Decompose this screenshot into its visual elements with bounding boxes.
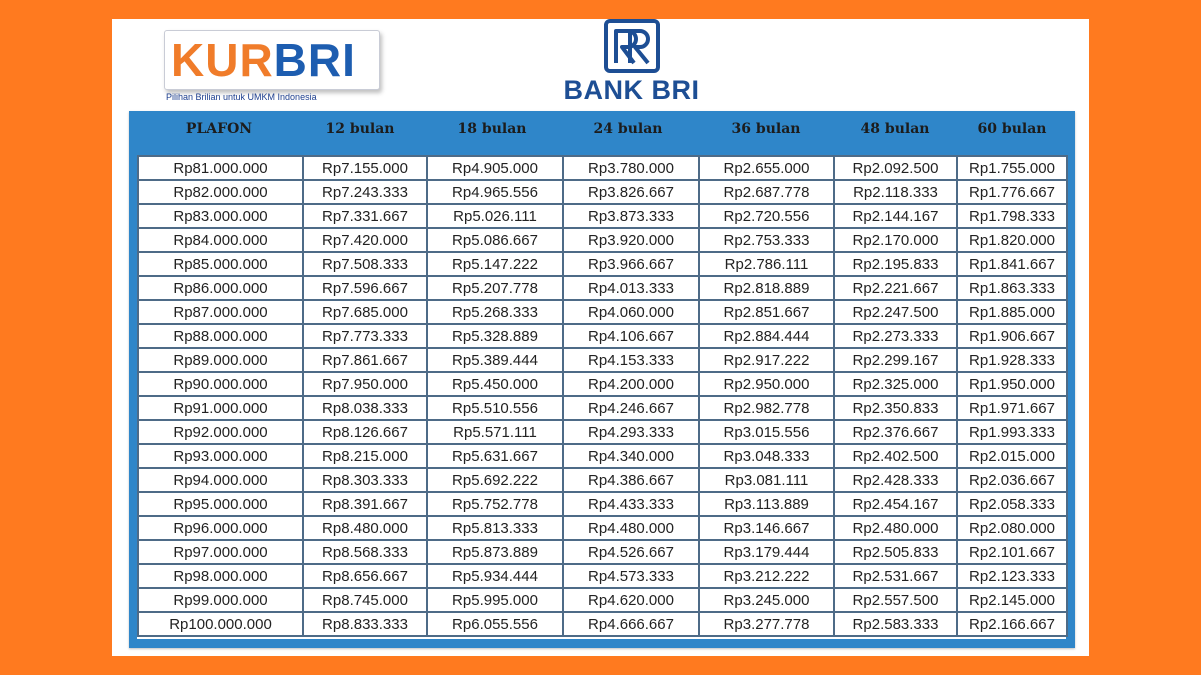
cell-60-bulan: Rp1.950.000 <box>957 372 1067 396</box>
cell-12-bulan: Rp8.656.667 <box>303 564 427 588</box>
table-row <box>138 588 1067 612</box>
table-row <box>138 420 1067 444</box>
cell-12-bulan: Rp7.685.000 <box>303 300 427 324</box>
cell-12-bulan: Rp7.331.667 <box>303 204 427 228</box>
cell-24-bulan: Rp3.780.000 <box>563 156 699 180</box>
cell-18-bulan: Rp5.934.444 <box>427 564 563 588</box>
cell-24-bulan: Rp4.340.000 <box>563 444 699 468</box>
table-row <box>138 204 1067 228</box>
cell-60-bulan: Rp2.101.667 <box>957 540 1067 564</box>
cell-60-bulan: Rp2.080.000 <box>957 516 1067 540</box>
cell-24-bulan: Rp4.060.000 <box>563 300 699 324</box>
cell-12-bulan: Rp8.126.667 <box>303 420 427 444</box>
cell-48-bulan: Rp2.221.667 <box>834 276 957 300</box>
cell-12-bulan: Rp8.833.333 <box>303 612 427 636</box>
cell-36-bulan: Rp3.113.889 <box>699 492 834 516</box>
cell-48-bulan: Rp2.247.500 <box>834 300 957 324</box>
cell-36-bulan: Rp3.179.444 <box>699 540 834 564</box>
cell-60-bulan: Rp1.841.667 <box>957 252 1067 276</box>
table-row <box>138 612 1067 636</box>
cell-36-bulan: Rp2.950.000 <box>699 372 834 396</box>
cell-plafon: Rp92.000.000 <box>138 420 303 444</box>
cell-plafon: Rp97.000.000 <box>138 540 303 564</box>
cell-plafon: Rp96.000.000 <box>138 516 303 540</box>
cell-plafon: Rp81.000.000 <box>138 156 303 180</box>
table-row <box>138 252 1067 276</box>
cell-24-bulan: Rp4.386.667 <box>563 468 699 492</box>
cell-48-bulan: Rp2.325.000 <box>834 372 957 396</box>
cell-48-bulan: Rp2.092.500 <box>834 156 957 180</box>
cell-48-bulan: Rp2.350.833 <box>834 396 957 420</box>
cell-12-bulan: Rp7.508.333 <box>303 252 427 276</box>
cell-48-bulan: Rp2.118.333 <box>834 180 957 204</box>
cell-plafon: Rp86.000.000 <box>138 276 303 300</box>
kur-rate-table <box>129 111 1075 648</box>
cell-18-bulan: Rp5.571.111 <box>427 420 563 444</box>
cell-12-bulan: Rp7.420.000 <box>303 228 427 252</box>
cell-12-bulan: Rp7.155.000 <box>303 156 427 180</box>
cell-48-bulan: Rp2.531.667 <box>834 564 957 588</box>
kurbri-wordmark <box>171 34 356 86</box>
cell-18-bulan: Rp5.026.111 <box>427 204 563 228</box>
cell-36-bulan: Rp3.081.111 <box>699 468 834 492</box>
table-row <box>138 324 1067 348</box>
table-row <box>138 564 1067 588</box>
cell-60-bulan: Rp1.776.667 <box>957 180 1067 204</box>
cell-36-bulan: Rp2.884.444 <box>699 324 834 348</box>
table-row <box>138 540 1067 564</box>
cell-48-bulan: Rp2.170.000 <box>834 228 957 252</box>
cell-60-bulan: Rp1.755.000 <box>957 156 1067 180</box>
cell-18-bulan: Rp5.752.778 <box>427 492 563 516</box>
cell-36-bulan: Rp3.277.778 <box>699 612 834 636</box>
cell-plafon: Rp98.000.000 <box>138 564 303 588</box>
table-row <box>138 468 1067 492</box>
bri-emblem-icon <box>604 19 660 73</box>
cell-48-bulan: Rp2.195.833 <box>834 252 957 276</box>
cell-24-bulan: Rp4.573.333 <box>563 564 699 588</box>
table-row <box>138 180 1067 204</box>
cell-24-bulan: Rp3.966.667 <box>563 252 699 276</box>
cell-18-bulan: Rp5.086.667 <box>427 228 563 252</box>
cell-plafon: Rp83.000.000 <box>138 204 303 228</box>
cell-60-bulan: Rp2.145.000 <box>957 588 1067 612</box>
table-row <box>138 228 1067 252</box>
cell-plafon: Rp88.000.000 <box>138 324 303 348</box>
cell-60-bulan: Rp1.820.000 <box>957 228 1067 252</box>
table-row <box>138 396 1067 420</box>
cell-18-bulan: Rp5.207.778 <box>427 276 563 300</box>
cell-60-bulan: Rp1.885.000 <box>957 300 1067 324</box>
document-card <box>112 19 1089 656</box>
cell-48-bulan: Rp2.583.333 <box>834 612 957 636</box>
cell-12-bulan: Rp8.303.333 <box>303 468 427 492</box>
cell-60-bulan: Rp1.906.667 <box>957 324 1067 348</box>
cell-plafon: Rp93.000.000 <box>138 444 303 468</box>
kurbri-tagline: Pilihan Brilian untuk UMKM Indonesia <box>166 92 317 102</box>
cell-48-bulan: Rp2.557.500 <box>834 588 957 612</box>
cell-plafon: Rp89.000.000 <box>138 348 303 372</box>
cell-12-bulan: Rp7.861.667 <box>303 348 427 372</box>
cell-24-bulan: Rp3.873.333 <box>563 204 699 228</box>
cell-plafon: Rp82.000.000 <box>138 180 303 204</box>
cell-60-bulan: Rp2.036.667 <box>957 468 1067 492</box>
cell-plafon: Rp90.000.000 <box>138 372 303 396</box>
header-18-bulan: 18 bulan <box>457 121 527 137</box>
cell-60-bulan: Rp1.798.333 <box>957 204 1067 228</box>
bank-bri-logo <box>554 19 709 107</box>
cell-18-bulan: Rp5.813.333 <box>427 516 563 540</box>
cell-36-bulan: Rp2.786.111 <box>699 252 834 276</box>
kurbri-logo <box>164 30 380 102</box>
cell-60-bulan: Rp2.015.000 <box>957 444 1067 468</box>
table-row <box>138 348 1067 372</box>
cell-60-bulan: Rp2.166.667 <box>957 612 1067 636</box>
header-48-bulan: 48 bulan <box>860 121 930 137</box>
cell-48-bulan: Rp2.454.167 <box>834 492 957 516</box>
cell-18-bulan: Rp5.995.000 <box>427 588 563 612</box>
cell-60-bulan: Rp1.863.333 <box>957 276 1067 300</box>
cell-48-bulan: Rp2.144.167 <box>834 204 957 228</box>
cell-18-bulan: Rp5.268.333 <box>427 300 563 324</box>
header-36-bulan: 36 bulan <box>731 121 801 137</box>
cell-18-bulan: Rp4.905.000 <box>427 156 563 180</box>
cell-18-bulan: Rp5.873.889 <box>427 540 563 564</box>
cell-12-bulan: Rp8.038.333 <box>303 396 427 420</box>
cell-36-bulan: Rp2.851.667 <box>699 300 834 324</box>
cell-24-bulan: Rp4.620.000 <box>563 588 699 612</box>
cell-60-bulan: Rp1.971.667 <box>957 396 1067 420</box>
cell-48-bulan: Rp2.273.333 <box>834 324 957 348</box>
cell-36-bulan: Rp2.687.778 <box>699 180 834 204</box>
cell-plafon: Rp85.000.000 <box>138 252 303 276</box>
header-60-bulan: 60 bulan <box>977 121 1047 137</box>
cell-12-bulan: Rp8.745.000 <box>303 588 427 612</box>
cell-plafon: Rp91.000.000 <box>138 396 303 420</box>
kurbri-logo-box <box>164 30 380 90</box>
cell-plafon: Rp95.000.000 <box>138 492 303 516</box>
cell-36-bulan: Rp3.146.667 <box>699 516 834 540</box>
cell-12-bulan: Rp8.568.333 <box>303 540 427 564</box>
cell-36-bulan: Rp2.917.222 <box>699 348 834 372</box>
cell-48-bulan: Rp2.505.833 <box>834 540 957 564</box>
cell-plafon: Rp84.000.000 <box>138 228 303 252</box>
cell-24-bulan: Rp4.433.333 <box>563 492 699 516</box>
cell-plafon: Rp87.000.000 <box>138 300 303 324</box>
cell-36-bulan: Rp2.655.000 <box>699 156 834 180</box>
cell-60-bulan: Rp2.058.333 <box>957 492 1067 516</box>
cell-12-bulan: Rp7.773.333 <box>303 324 427 348</box>
rate-table-body <box>137 155 1068 637</box>
cell-36-bulan: Rp3.245.000 <box>699 588 834 612</box>
cell-12-bulan: Rp8.215.000 <box>303 444 427 468</box>
cell-36-bulan: Rp2.753.333 <box>699 228 834 252</box>
cell-18-bulan: Rp5.510.556 <box>427 396 563 420</box>
cell-60-bulan: Rp2.123.333 <box>957 564 1067 588</box>
cell-24-bulan: Rp4.200.000 <box>563 372 699 396</box>
cell-48-bulan: Rp2.480.000 <box>834 516 957 540</box>
cell-36-bulan: Rp2.720.556 <box>699 204 834 228</box>
table-row <box>138 444 1067 468</box>
cell-36-bulan: Rp2.818.889 <box>699 276 834 300</box>
kurbri-logo-bri: BRI <box>273 34 356 86</box>
cell-12-bulan: Rp7.243.333 <box>303 180 427 204</box>
cell-48-bulan: Rp2.376.667 <box>834 420 957 444</box>
table-row <box>138 492 1067 516</box>
cell-48-bulan: Rp2.402.500 <box>834 444 957 468</box>
cell-60-bulan: Rp1.928.333 <box>957 348 1067 372</box>
cell-18-bulan: Rp6.055.556 <box>427 612 563 636</box>
cell-18-bulan: Rp5.147.222 <box>427 252 563 276</box>
cell-18-bulan: Rp5.631.667 <box>427 444 563 468</box>
bank-bri-text: BANK BRI <box>563 75 700 105</box>
table-row <box>138 276 1067 300</box>
table-row <box>138 372 1067 396</box>
table-row <box>138 156 1067 180</box>
cell-plafon: Rp100.000.000 <box>138 612 303 636</box>
cell-24-bulan: Rp4.293.333 <box>563 420 699 444</box>
cell-24-bulan: Rp4.666.667 <box>563 612 699 636</box>
cell-18-bulan: Rp4.965.556 <box>427 180 563 204</box>
cell-24-bulan: Rp4.246.667 <box>563 396 699 420</box>
table-row <box>138 516 1067 540</box>
cell-24-bulan: Rp4.013.333 <box>563 276 699 300</box>
cell-24-bulan: Rp4.153.333 <box>563 348 699 372</box>
kurbri-logo-kur: KUR <box>171 34 274 86</box>
cell-36-bulan: Rp3.048.333 <box>699 444 834 468</box>
cell-24-bulan: Rp4.526.667 <box>563 540 699 564</box>
cell-24-bulan: Rp4.480.000 <box>563 516 699 540</box>
cell-60-bulan: Rp1.993.333 <box>957 420 1067 444</box>
cell-18-bulan: Rp5.692.222 <box>427 468 563 492</box>
cell-12-bulan: Rp8.480.000 <box>303 516 427 540</box>
header-12-bulan: 12 bulan <box>325 121 395 137</box>
cell-plafon: Rp99.000.000 <box>138 588 303 612</box>
cell-24-bulan: Rp3.920.000 <box>563 228 699 252</box>
cell-24-bulan: Rp3.826.667 <box>563 180 699 204</box>
table-header-row <box>129 111 1075 155</box>
table-row <box>138 300 1067 324</box>
cell-plafon: Rp94.000.000 <box>138 468 303 492</box>
cell-18-bulan: Rp5.389.444 <box>427 348 563 372</box>
cell-48-bulan: Rp2.299.167 <box>834 348 957 372</box>
cell-18-bulan: Rp5.450.000 <box>427 372 563 396</box>
cell-12-bulan: Rp7.950.000 <box>303 372 427 396</box>
cell-18-bulan: Rp5.328.889 <box>427 324 563 348</box>
cell-36-bulan: Rp2.982.778 <box>699 396 834 420</box>
cell-36-bulan: Rp3.015.556 <box>699 420 834 444</box>
cell-12-bulan: Rp8.391.667 <box>303 492 427 516</box>
cell-48-bulan: Rp2.428.333 <box>834 468 957 492</box>
cell-24-bulan: Rp4.106.667 <box>563 324 699 348</box>
cell-36-bulan: Rp3.212.222 <box>699 564 834 588</box>
cell-12-bulan: Rp7.596.667 <box>303 276 427 300</box>
header-24-bulan: 24 bulan <box>593 121 663 137</box>
header-plafon: PLAFON <box>185 121 253 137</box>
